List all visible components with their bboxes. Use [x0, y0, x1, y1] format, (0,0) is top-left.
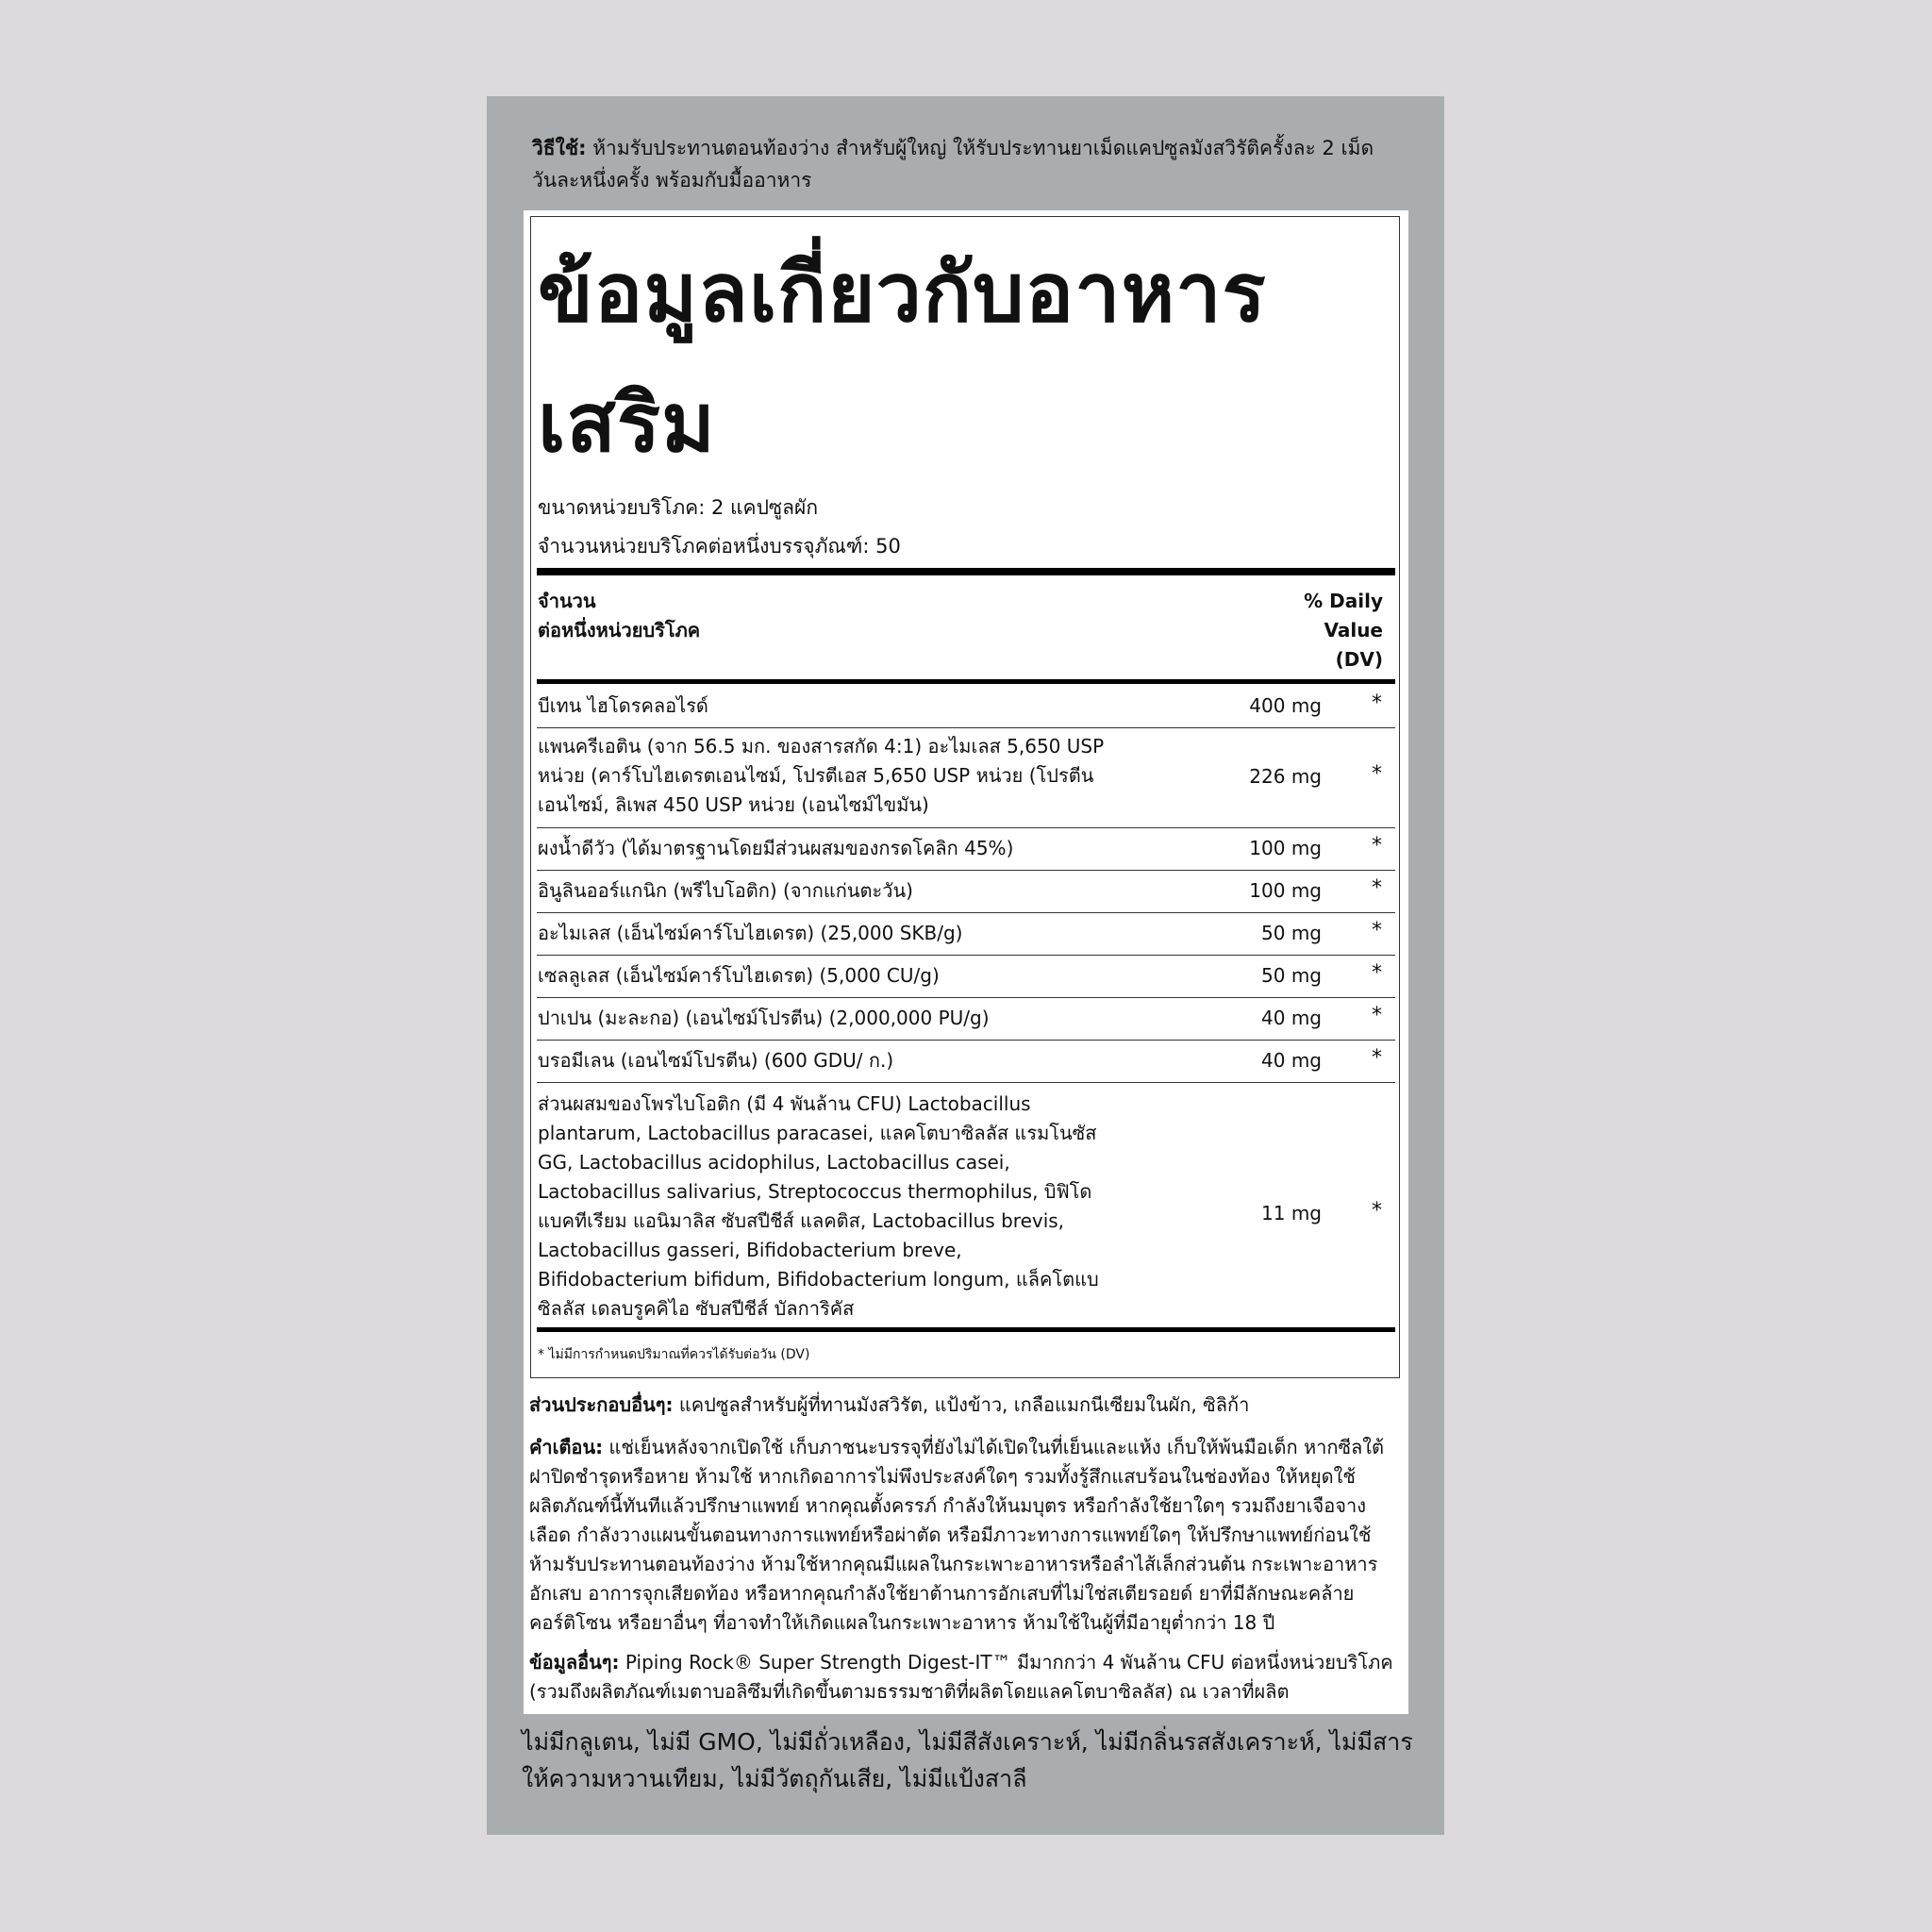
ingredient-dv: * [1372, 834, 1382, 858]
ingredient-amount: 400 mg [1249, 694, 1322, 717]
warning [529, 1433, 1399, 1638]
dv-header-line2: Value [1324, 619, 1383, 641]
other-ingredients-label: ส่วนประกอบอื่นๆ: [529, 1393, 674, 1416]
dv-header [1255, 587, 1383, 675]
directions-label: วิธีใช้: [532, 137, 587, 159]
ingredient-name: ส่วนผสมของโพรไบโอติก (มี 4 พันล้าน CFU) Lactobacillus plantarum, Lactobacillus paracasei, แลคโตบาซิลลัส แรมโนซัส GG, Lactobacillus acidophilus, Lactobacillus casei, Lactobacillus salivarius, Streptococcus thermophilus, บิฟิโดแบคทีเรียม แอนิมาลิส ซับสปีชีส์ แลคติส, Lactobacillus brevis, Lactobacillus gasseri, Bifidobacterium breve, Bifidobacterium bifidum, Bifidobacterium longum, แล็คโตแบซิลลัส เดลบรูคคิไอ ซับสปีชีส์ บัลการิคัส [538, 1092, 1099, 1320]
other-info [529, 1648, 1399, 1707]
serving-size: ขนาดหน่วยบริโภค: 2 แคปซูลผัก [538, 496, 819, 519]
amount-header-line1: จำนวน [538, 590, 596, 612]
ingredient-name: ปาเปน (มะละกอ) (เอนไซม์โปรตีน) (2,000,000 PU/g) [538, 1007, 990, 1029]
other-ingredients [529, 1391, 1399, 1420]
ingredient-name: ผงน้ำดีวัว (ได้มาตรฐานโดยมีส่วนผสมของกรดโคลิก 45%) [538, 837, 1014, 859]
table-row [537, 828, 1395, 871]
table-row [537, 1083, 1395, 1320]
ingredient-amount: 50 mg [1261, 922, 1322, 944]
dv-header-line1: % Daily [1304, 590, 1383, 612]
dv-footnote: * ไม่มีการกำหนดปริมาณที่ควรได้รับต่อวัน (DV) [538, 1347, 810, 1362]
ingredient-dv: * [1372, 919, 1382, 942]
table-row [537, 728, 1395, 828]
ingredient-dv: * [1372, 1046, 1382, 1070]
other-info-text: Piping Rock® Super Strength Digest-IT™ มีมากกว่า 4 พันล้าน CFU ต่อหนึ่งหน่วยบริโภค (รวมถึงผลิตภัณฑ์เมตาบอลิซึมที่เกิดขึ้นตามธรรมชาติที่ผลิตโดยแลคโตบาซิลลัส) ณ เวลาที่ผลิต [529, 1651, 1393, 1703]
ingredient-dv: * [1372, 691, 1382, 715]
amount-header-line2: ต่อหนึ่งหน่วยบริโภค [538, 619, 701, 641]
ingredient-amount: 226 mg [1249, 765, 1322, 788]
ingredient-amount: 100 mg [1249, 879, 1322, 902]
ingredient-amount: 50 mg [1261, 964, 1322, 987]
servings-per-container: จำนวนหน่วยบริโภคต่อหนึ่งบรรจุภัณฑ์: 50 [538, 535, 901, 558]
table-row [537, 1041, 1395, 1083]
free-from-claims: ไม่มีกลูเตน, ไม่มี GMO, ไม่มีถั่วเหลือง, ไม่มีสีสังเคราะห์, ไม่มีกลิ่นรสสังเคราะห์, ไม่มีสารให้ความหวานเทียม, ไม่มีวัตถุกันเสีย, ไม่มีแป้งสาลี [522, 1728, 1413, 1792]
dv-header-line3: (DV) [1335, 648, 1383, 671]
thick-rule-top [537, 568, 1395, 575]
ingredient-name: อินูลินออร์แกนิก (พรีไบโอติก) (จากแก่นตะวัน) [538, 879, 913, 902]
ingredient-amount: 40 mg [1261, 1007, 1322, 1029]
directions-body: ห้ามรับประทานตอนท้องว่าง สำหรับผู้ใหญ่ ให้รับประทานยาเม็ดแคปซูลมังสวิรัติครั้งละ 2 เม็ด วันละหนึ่งครั้ง พร้อมกับมื้ออาหาร [532, 137, 1374, 192]
warning-label: คำเตือน: [529, 1436, 604, 1458]
ingredient-amount: 100 mg [1249, 837, 1322, 859]
table-row [537, 871, 1395, 913]
thick-rule-bottom [537, 1327, 1395, 1332]
warning-text: แช่เย็นหลังจากเปิดใช้ เก็บภาชนะบรรจุที่ยังไม่ได้เปิดในที่เย็นและแห้ง เก็บให้พ้นมือเด็ก หากซีลใต้ฝาปิดชำรุดหรือหาย ห้ามใช้ หากเกิดอาการไม่พึงประสงค์ใดๆ รวมทั้งรู้สึกแสบร้อนในช่องท้อง ให้หยุดใช้ผลิตภัณฑ์นี้ทันทีแล้วปรึกษาแพทย์ หากคุณตั้งครรภ์ กำลังให้นมบุตร หรือกำลังใช้ยาใดๆ รวมถึงยาเจือจางเลือด กำลังวางแผนขั้นตอนทางการแพทย์หรือผ่าตัด หรือมีภาวะทางการแพทย์ใดๆ ให้ปรึกษาแพทย์ก่อนใช้ ห้ามรับประทานตอนท้องว่าง ห้ามใช้หากคุณมีแผลในกระเพาะอาหารหรือลำไส้เล็กส่วนต้น กระเพาะอาหารอักเสบ อาการจุกเสียดท้อง หรือหากคุณกำลังใช้ยาต้านการอักเสบที่ไม่ใช่สเตียรอยด์ ยาที่มีลักษณะคล้ายคอร์ติโซน หรือยาอื่นๆ ที่อาจทำให้เกิดแผลในกระเพาะอาหาร ห้ามใช้ในผู้ที่มีอายุต่ำกว่า 18 ปี [529, 1436, 1385, 1634]
table-row [537, 956, 1395, 998]
table-row [537, 685, 1395, 728]
ingredient-dv: * [1372, 876, 1382, 900]
facts-title: ข้อมูลเกี่ยวกับอาหารเสริม [538, 246, 1267, 471]
ingredient-name: เซลลูเลส (เอ็นไซม์คาร์โบไฮเดรต) (5,000 CU/g) [538, 964, 940, 987]
ingredient-name: บีเทน ไฮโดรคลอไรด์ [538, 694, 708, 717]
other-ingredients-text: แคปซูลสำหรับผู้ที่ทานมังสวิรัต, แป้งข้าว, เกลือแมกนีเซียมในผัก, ซิลิก้า [673, 1393, 1250, 1416]
ingredient-name: แพนครีเอติน (จาก 56.5 มก. ของสารสกัด 4:1) อะไมเลส 5,650 USP หน่วย (คาร์โบไฮเดรตเอนไซม์, โปรตีเอส 5,650 USP หน่วย (โปรตีนเอนไซม์, ลิเพส 450 USP หน่วย (เอนไซม์ไขมัน) [538, 735, 1105, 816]
table-row [537, 913, 1395, 956]
thick-rule-header [537, 679, 1395, 684]
ingredient-dv: * [1372, 762, 1382, 786]
ingredient-name: อะไมเลส (เอ็นไซม์คาร์โบไฮเดรต) (25,000 SKB/g) [538, 922, 963, 944]
ingredient-amount: 11 mg [1261, 1202, 1322, 1224]
directions-text [532, 132, 1400, 196]
ingredient-amount: 40 mg [1261, 1049, 1322, 1072]
table-row [537, 998, 1395, 1041]
ingredient-dv: * [1372, 961, 1382, 985]
other-info-label: ข้อมูลอื่นๆ: [529, 1651, 620, 1674]
ingredient-name: บรอมีเลน (เอนไซม์โปรตีน) (600 GDU/ ก.) [538, 1049, 894, 1072]
ingredient-dv: * [1372, 1199, 1382, 1223]
amount-header [538, 587, 700, 645]
ingredient-dv: * [1372, 1004, 1382, 1027]
